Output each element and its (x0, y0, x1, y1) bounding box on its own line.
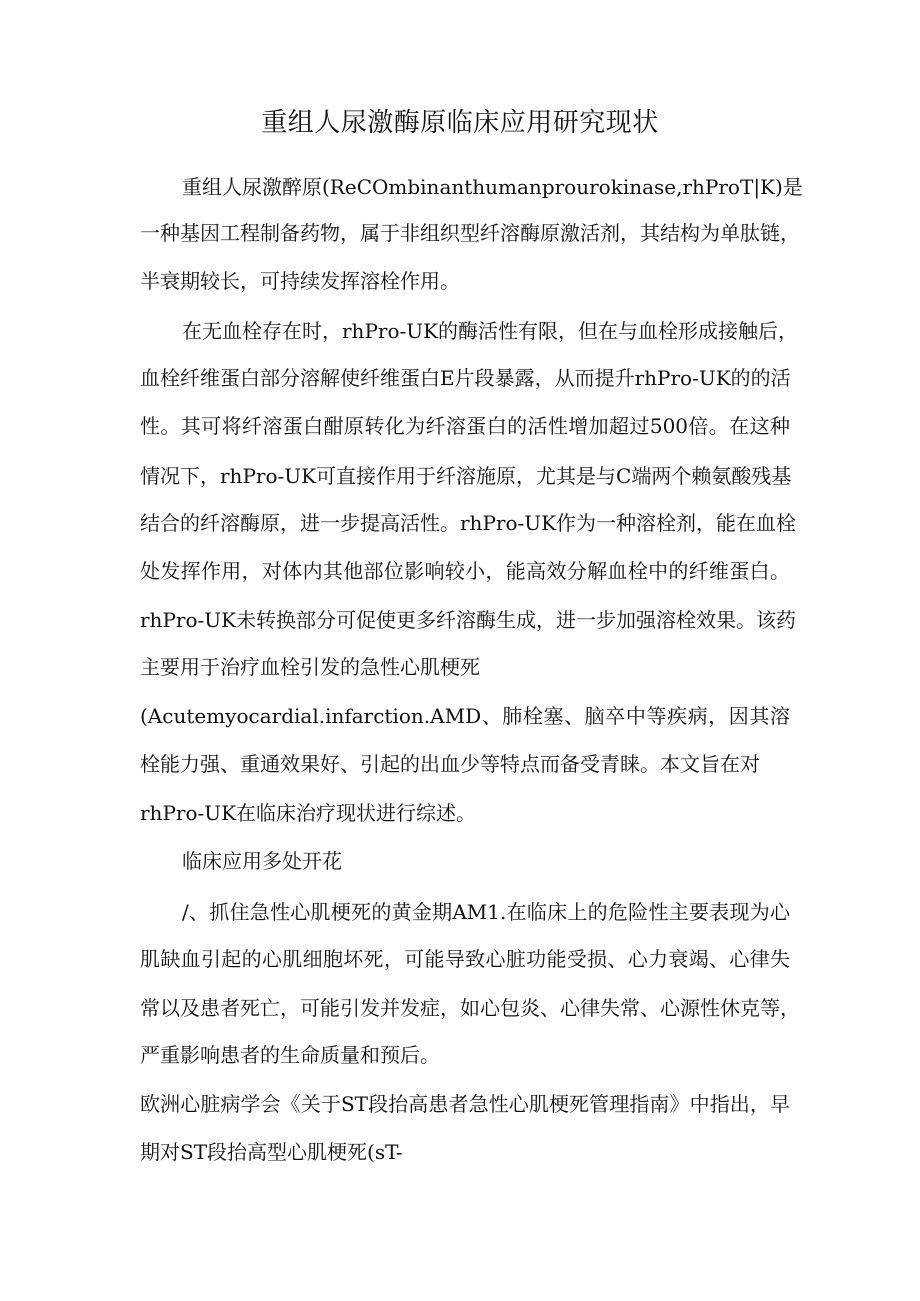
paragraph-line: 欧洲心脏病学会《关于ST段抬高患者急性心肌梗死管理指南》中指出，早 (140, 1092, 790, 1116)
document-title: 重组人尿激酶原临床应用研究现状 (261, 108, 659, 138)
paragraph-line: /、抓住急性心肌梗死的黄金期AM1.在临床上的危险性主要表现为心 (182, 900, 790, 924)
paragraph-line: 情况下，rhPro-UK可直接作用于纤溶施原，尤其是与C端两个赖氨酸残基 (140, 464, 792, 488)
paragraph-line: 一种基因工程制备药物，属于非组织型纤溶酶原激活剂，其结构为单肽链， (140, 221, 800, 245)
paragraph-line: rhPro-UK未转换部分可促使更多纤溶酶生成，进一步加强溶栓效果。该药 (140, 608, 797, 632)
paragraph-line: 严重影响患者的生命质量和预后。 (140, 1043, 440, 1067)
paragraph-line: 肌缺血引起的心肌细胞坏死，可能导致心脏功能受损、心力衰竭、心律失 (140, 947, 790, 971)
paragraph-line: (Acutemyocardial.infarction.AMD、肺栓塞、脑卒中等疾病，因其溶 (140, 704, 790, 728)
paragraph-line: 血栓纤维蛋白部分溶解使纤维蛋白E片段暴露，从而提升rhPro-UK的的活 (140, 366, 791, 390)
paragraph-line: 结合的纤溶酶原，进一步提高活性。rhPro-UK作为一种溶栓剂，能在血栓 (140, 511, 797, 535)
paragraph-line: 处发挥作用，对体内其他部位影响较小，能高效分解血栓中的纤维蛋白。 (140, 559, 790, 583)
paragraph-line: 重组人尿激醉原(ReCOmbinanthumanprourokinase,rhProT|K)是 (182, 175, 803, 199)
paragraph-line: 常以及患者死亡，可能引发并发症，如心包炎、心律失常、心源性休克等， (140, 996, 800, 1020)
paragraph-line: 主要用于治疗血栓引发的急性心肌梗死 (140, 655, 480, 679)
paragraph-line: 栓能力强、重通效果好、引起的出血少等特点而备受青睐。本文旨在对 (140, 752, 760, 776)
section-heading: 临床应用多处开花 (182, 849, 342, 873)
paragraph-line: 在无血栓存在时，rhPro-UK的酶活性有限，但在与血栓形成接触后， (182, 319, 799, 343)
paragraph-line: rhPro-UK在临床治疗现状进行综述。 (140, 801, 477, 825)
paragraph-line: 期对ST段抬高型心肌梗死(sT- (140, 1140, 403, 1164)
paragraph-line: 半衰期较长，可持续发挥溶栓作用。 (140, 269, 460, 293)
paragraph-line: 性。其可将纤溶蛋白酣原转化为纤溶蛋白的活性增加超过500倍。在这种 (140, 414, 790, 438)
